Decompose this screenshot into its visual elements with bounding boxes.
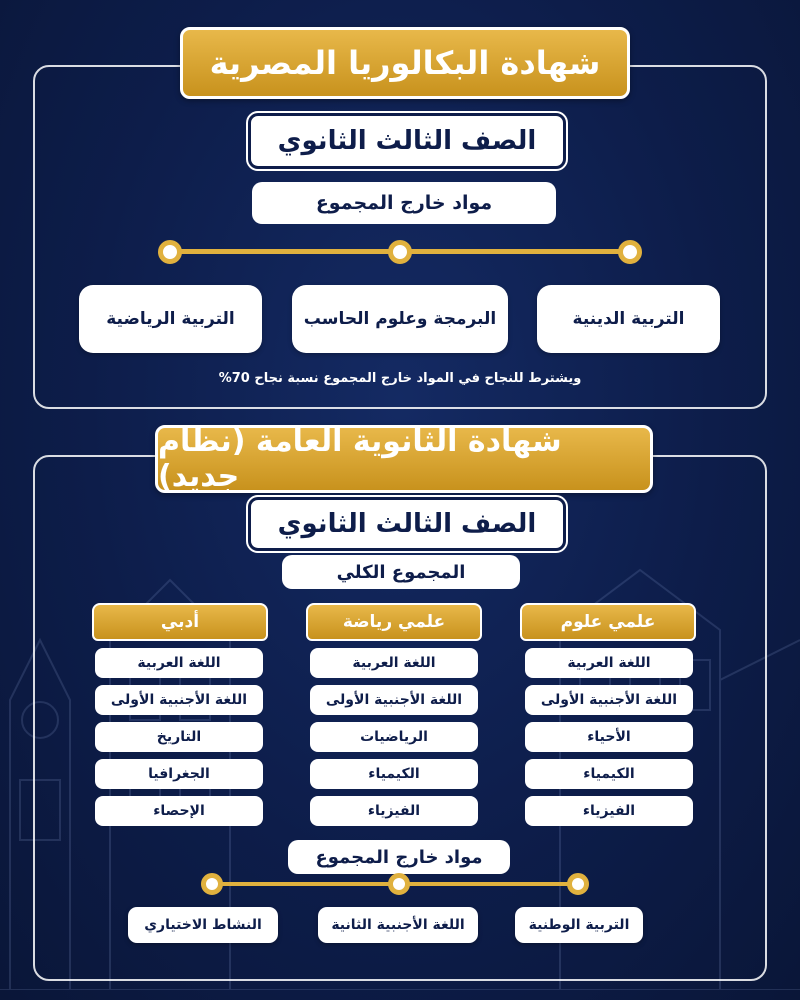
track-name: علمي رياضة (342, 612, 446, 632)
section2-title (155, 425, 653, 493)
section1-subject-label: البرمجة وعلوم الحاسب (303, 309, 497, 329)
track-science-subject (525, 685, 693, 715)
track-math-subject (310, 648, 478, 678)
track-literary-subject (95, 722, 263, 752)
section1-title (180, 27, 630, 99)
subject-label: اللغة العربية (567, 655, 651, 671)
subject-label: اللغة العربية (352, 655, 436, 671)
subject-label: اللغة العربية (137, 655, 221, 671)
subject-label: الفيزياء (582, 803, 636, 819)
section2-title-text: شهادة الثانوية العامة (نظام جديد) (158, 424, 562, 494)
section1-node-middle (388, 240, 412, 264)
subject-label: اللغة الأجنبية الأولى (325, 692, 463, 708)
section2-node-middle (388, 873, 410, 895)
track-literary-header (92, 603, 268, 641)
track-science-subject (525, 722, 693, 752)
subject-label: الرياضيات (360, 729, 428, 745)
track-science-header (520, 603, 696, 641)
subject-label: الفيزياء (367, 803, 421, 819)
outside-subject-label: التربية الوطنية (528, 917, 630, 933)
section1-node-left (158, 240, 182, 264)
track-math-subject (310, 759, 478, 789)
track-name: أدبي (160, 612, 200, 632)
outside-subject-label: اللغة الأجنبية الثانية (331, 917, 465, 933)
section2-node-left (201, 873, 223, 895)
track-science-subject (525, 759, 693, 789)
track-science-subject (525, 796, 693, 826)
section1-note-text: ويشترط للنجاح في المواد خارج المجموع نسبة نجاح 70% (218, 371, 582, 386)
track-math-header (306, 603, 482, 641)
track-literary-subject (95, 759, 263, 789)
section1-outside-total-text: مواد خارج المجموع (315, 192, 493, 214)
section1-subject-programming (292, 285, 508, 353)
subject-label: الجغرافيا (148, 766, 210, 782)
subject-label: الكيمياء (583, 766, 635, 782)
section1-node-right (618, 240, 642, 264)
subject-label: الكيمياء (368, 766, 420, 782)
track-math-subject (310, 685, 478, 715)
section1-note (60, 371, 740, 386)
track-literary-subject (95, 685, 263, 715)
track-math-subject (310, 796, 478, 826)
section2-node-right (567, 873, 589, 895)
track-name: علمي علوم (560, 612, 656, 632)
section1-title-text: شهادة البكالوريا المصرية (209, 44, 601, 82)
track-science-subject (525, 648, 693, 678)
section2-outside-subject-activity (128, 907, 278, 943)
subject-label: اللغة الأجنبية الأولى (540, 692, 678, 708)
subject-label: اللغة الأجنبية الأولى (110, 692, 248, 708)
section1-grade (248, 113, 566, 169)
outside-subject-label: النشاط الاختياري (144, 917, 262, 933)
section2-grade-text: الصف الثالث الثانوي (277, 509, 537, 539)
section2-outside-total-text: مواد خارج المجموع (315, 846, 483, 868)
subject-label: الأحياء (587, 729, 631, 745)
section2-total-label (282, 555, 520, 589)
section2-outside-total-label (288, 840, 510, 874)
track-math-subject (310, 722, 478, 752)
track-literary-subject (95, 796, 263, 826)
section1-grade-text: الصف الثالث الثانوي (277, 126, 537, 156)
section1-subject-sports (79, 285, 262, 353)
section2-outside-subject-second-language (318, 907, 478, 943)
section2-total-text: المجموع الكلي (336, 561, 466, 583)
section1-subject-label: التربية الدينية (572, 309, 685, 329)
subject-label: التاريخ (156, 729, 202, 745)
section1-subject-label: التربية الرياضية (106, 309, 235, 329)
subject-label: الإحصاء (153, 803, 205, 819)
section1-subject-religion (537, 285, 720, 353)
section2-outside-subject-civic (515, 907, 643, 943)
section2-grade (248, 497, 566, 551)
section1-outside-total-label (252, 182, 556, 224)
track-literary-subject (95, 648, 263, 678)
